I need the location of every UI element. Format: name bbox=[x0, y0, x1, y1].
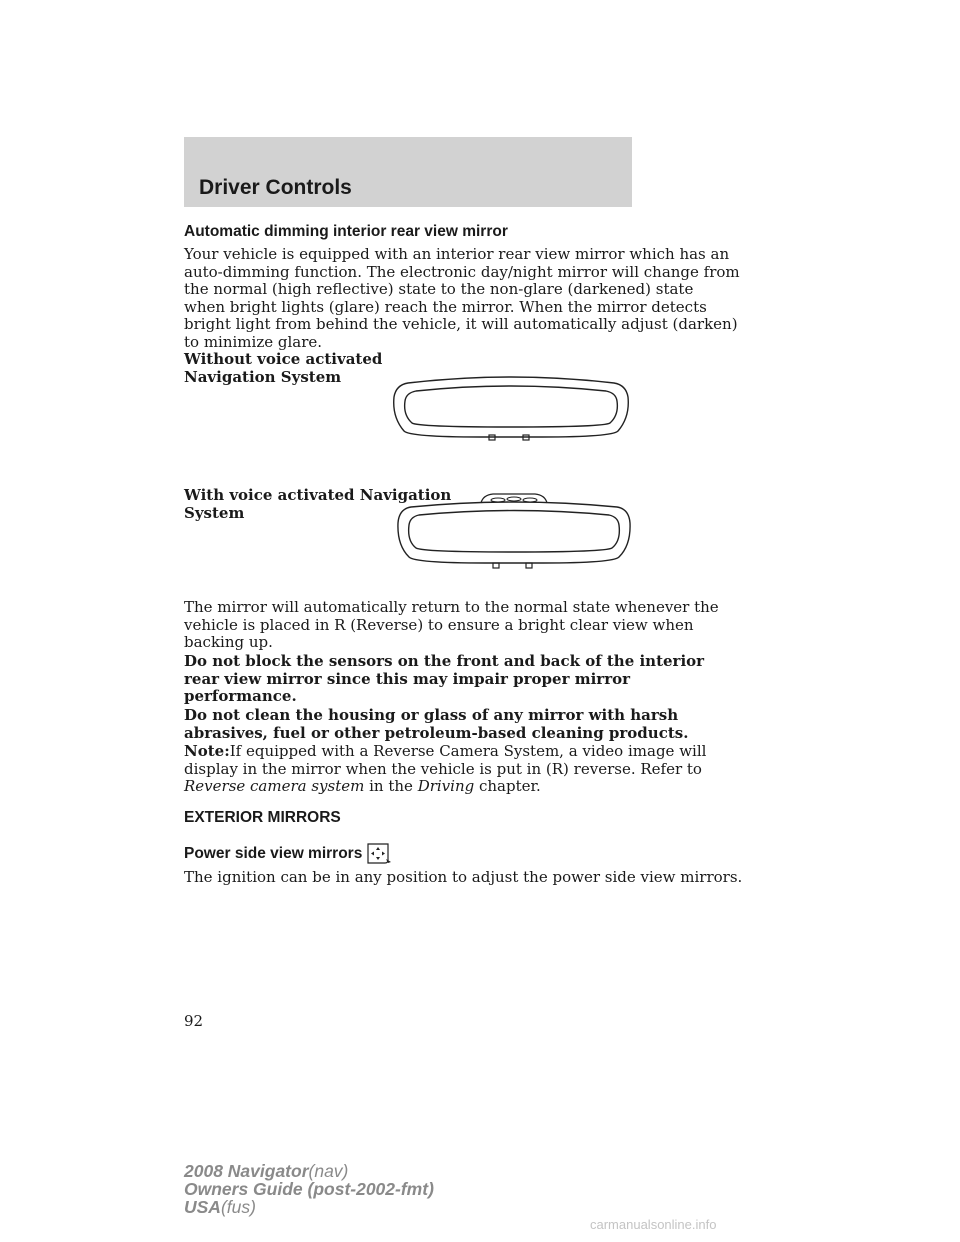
paragraph-line: The mirror will automatically return to the normal state whenever the bbox=[184, 598, 719, 616]
paragraph-line: vehicle is placed in R (Reverse) to ensure a bright clear view when bbox=[184, 615, 694, 634]
note-label: Note: bbox=[184, 742, 230, 760]
label-line: Navigation System bbox=[184, 367, 342, 386]
reverse-return-paragraph bbox=[184, 599, 719, 652]
document-footer bbox=[184, 1162, 434, 1216]
page-number: 92 bbox=[184, 1012, 204, 1030]
paragraph-line: Do not clean the housing or glass of any mirror with harsh bbox=[184, 706, 679, 724]
intro-line: Your vehicle is equipped with an interior rear view mirror which has an bbox=[184, 245, 730, 263]
note-line: display in the mirror when the vehicle is put in (R) reverse. Refer to bbox=[184, 759, 702, 778]
intro-line: the normal (high reflective) state to the non-glare (darkened) state bbox=[184, 280, 694, 299]
paragraph-line: backing up. bbox=[184, 633, 273, 652]
subheading-power-side-mirrors bbox=[184, 842, 392, 864]
section-heading-auto-dimming: Automatic dimming interior rear view mirror bbox=[184, 223, 508, 240]
paragraph-line: Do not block the sensors on the front and back of the interior bbox=[184, 652, 705, 670]
ignition-paragraph: The ignition can be in any position to adjust the power side view mirrors. bbox=[184, 868, 743, 886]
paragraph-line: performance. bbox=[184, 687, 297, 706]
footer-market-code: (fus) bbox=[220, 1197, 256, 1217]
warning-cleaning-paragraph bbox=[184, 707, 688, 742]
watermark: carmanualsonline.info bbox=[590, 1217, 717, 1232]
mirror-without-navigation-illustration bbox=[392, 373, 630, 445]
paragraph-line: abrasives, fuel or other petroleum-based cleaning products. bbox=[184, 723, 689, 742]
driving-chapter-reference: Driving bbox=[417, 777, 475, 796]
label-without-navigation bbox=[184, 351, 382, 386]
footer-model-code: (nav) bbox=[308, 1161, 349, 1181]
label-line: With voice activated Navigation bbox=[184, 486, 452, 504]
note-paragraph bbox=[184, 743, 706, 796]
chapter-title: Driver Controls bbox=[199, 176, 352, 199]
footer-guide: Owners Guide (post-2002-fmt) bbox=[184, 1179, 434, 1199]
label-line: System bbox=[184, 503, 245, 522]
note-line: If equipped with a Reverse Camera System, a video image will bbox=[229, 742, 707, 760]
warning-sensors-paragraph bbox=[184, 653, 704, 706]
intro-paragraph bbox=[184, 246, 740, 352]
section-heading-exterior-mirrors: EXTERIOR MIRRORS bbox=[184, 809, 341, 826]
intro-line: auto-dimming function. The electronic day/night mirror will change from bbox=[184, 262, 740, 281]
label-line: Without voice activated bbox=[184, 350, 383, 368]
subheading-text: Power side view mirrors bbox=[184, 845, 363, 862]
note-text: in the bbox=[364, 777, 418, 796]
intro-line: to minimize glare. bbox=[184, 332, 323, 351]
footer-market: USA bbox=[184, 1197, 221, 1217]
footer-model: 2008 Navigator bbox=[184, 1161, 309, 1181]
mirror-adjust-icon bbox=[366, 842, 392, 864]
reverse-camera-reference: Reverse camera system bbox=[184, 777, 365, 796]
intro-line: bright light from behind the vehicle, it will automatically adjust (darken) bbox=[184, 315, 738, 334]
paragraph-line: rear view mirror since this may impair proper mirror bbox=[184, 669, 631, 688]
note-text: chapter. bbox=[474, 777, 541, 796]
mirror-with-navigation-illustration bbox=[397, 491, 631, 575]
intro-line: when bright lights (glare) reach the mirror. When the mirror detects bbox=[184, 297, 707, 316]
